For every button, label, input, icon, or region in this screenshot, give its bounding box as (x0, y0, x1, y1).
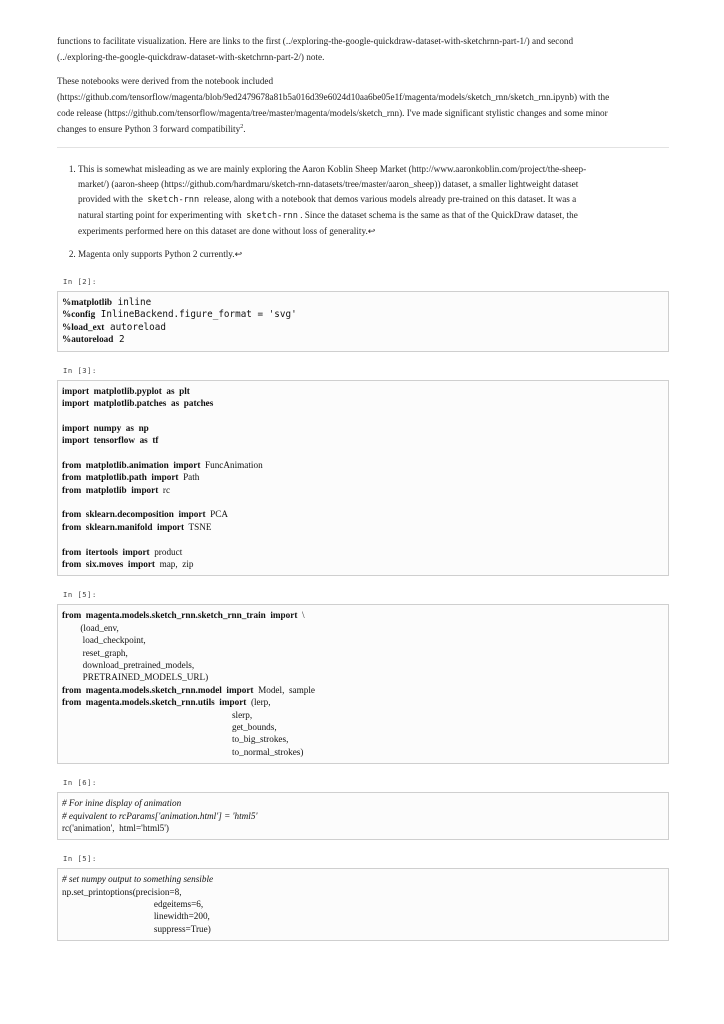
code-text: 2 (113, 334, 125, 346)
footnote-text: natural starting point for experimenting with (78, 210, 242, 220)
code-line: PRETRAINED_MODELS_URL) (62, 672, 209, 683)
code-keyword: from sklearn.manifold import (62, 521, 185, 532)
footnote-1 (78, 162, 669, 240)
intro-paragraph-2 (57, 73, 669, 137)
code-text: product (149, 546, 183, 557)
return-arrow-icon[interactable]: ↩ (367, 227, 376, 237)
cell-prompt: In [5]: (63, 590, 97, 600)
intro-line: changes to ensure Python 3 forward compatibility (57, 124, 241, 134)
code-text: \ (297, 610, 305, 621)
code-line: reset_graph, (62, 647, 128, 658)
code-keyword: from matplotlib import (62, 484, 159, 495)
intro-line: These notebooks were derived from the notebook included (57, 76, 274, 86)
magic-keyword: %autoreload (62, 334, 114, 345)
code-line: import matplotlib.pyplot as plt (62, 385, 190, 396)
footnote-text: experiments performed here on this dataset are done without loss of generality. (78, 226, 368, 236)
code-keyword: from magenta.models.sketch_rnn.sketch_rnn_train import (62, 610, 298, 621)
code-line: linewidth=200, (62, 911, 210, 922)
footnote-2 (78, 247, 669, 263)
code-line: slerp, (62, 709, 253, 720)
footnote-list (57, 162, 669, 263)
code-cell-magics[interactable] (57, 291, 669, 352)
code-comment: # set numpy output to something sensible (62, 874, 214, 885)
intro-line: (https://github.com/tensorflow/magenta/blob/9ed2479678a81b5a016d39e6024d10aa6be05e1f/magenta/models/sketch_rnn/sketch_rnn.ipynb) with the (57, 92, 610, 102)
code-cell-numpy-options[interactable] (57, 868, 669, 941)
code-cell-imports[interactable] (57, 380, 669, 577)
code-keyword: from matplotlib.animation import (62, 459, 201, 470)
footnote-ref-2[interactable]: 2 (240, 123, 244, 130)
footnote-text: This is somewhat misleading as we are mainly exploring the Aaron Koblin Sheep Market (http://www.aaronkoblin.com/project/the-sheep- (78, 164, 587, 174)
code-comment: # For inine display of animation (62, 798, 182, 809)
code-keyword: from itertools import (62, 546, 150, 557)
code-text: (lerp, (246, 697, 271, 708)
magic-keyword: %config (62, 309, 96, 320)
code-text: rc (158, 484, 171, 495)
code-line: to_big_strokes, (62, 734, 289, 745)
code-line: np.set_printoptions(precision=8, (62, 886, 182, 897)
footnote-text: Magenta only supports Python 2 currently. (78, 249, 235, 259)
footnote-text: release, along with a notebook that demos various models already pre-trained on this dataset. It was a (203, 194, 577, 204)
footnote-text: . Since the dataset schema is the same as that of the QuickDraw dataset, the (300, 210, 578, 220)
code-keyword: from sklearn.decomposition import (62, 509, 206, 520)
code-line: to_normal_strokes) (62, 746, 304, 757)
footnote-text: provided with the (78, 194, 143, 204)
footnote-divider (57, 147, 669, 148)
code-line: download_pretrained_models, (62, 659, 195, 670)
code-text: autoreload (104, 321, 166, 333)
cell-prompt: In [5]: (63, 854, 97, 864)
code-line: import tensorflow as tf (62, 435, 159, 446)
code-cell-animation[interactable] (57, 792, 669, 840)
code-line: load_checkpoint, (62, 635, 146, 646)
code-cell-magenta-imports[interactable] (57, 604, 669, 764)
code-keyword: from matplotlib.path import (62, 472, 179, 483)
notebook-page (57, 33, 669, 941)
code-line: (load_env, (62, 622, 119, 633)
code-text: FuncAnimation (200, 459, 263, 470)
code-text: inline (112, 297, 152, 308)
code-line: suppress=True) (62, 923, 211, 934)
cell-prompt: In [2]: (63, 277, 97, 286)
code-text: PCA (205, 509, 228, 520)
code-line: edgeitems=6, (62, 899, 204, 910)
code-line: import matplotlib.patches as patches (62, 397, 214, 408)
code-line: import numpy as np (62, 422, 149, 433)
code-text: Path (178, 472, 200, 483)
code-line: rc('animation', html='html5') (62, 822, 169, 833)
code-keyword: from six.moves import (62, 559, 155, 570)
code-keyword: from magenta.models.sketch_rnn.model import (62, 684, 254, 695)
code-line: get_bounds, (62, 721, 277, 732)
cell-prompt: In [6]: (63, 778, 97, 788)
intro-paragraph-1 (57, 33, 669, 65)
return-arrow-icon[interactable]: ↩ (234, 250, 243, 260)
code-text: map, zip (154, 559, 194, 570)
inline-code: sketch-rnn (246, 211, 298, 221)
code-comment: # equivalent to rcParams['animation.html'] = 'html5' (62, 810, 258, 821)
code-text: TSNE (184, 521, 212, 532)
magic-keyword: %matplotlib (62, 297, 113, 307)
code-text: InlineBackend.figure_format = 'svg' (95, 309, 297, 321)
intro-line: . (243, 124, 246, 134)
intro-line: (../exploring-the-google-quickdraw-dataset-with-sketchrnn-part-2/) note. (57, 52, 325, 62)
intro-line: functions to facilitate visualization. Here are links to the first (../exploring-the-google-quickdraw-dataset-with-sketchrnn-part-1/) and second (57, 36, 574, 46)
footnote-text: market/) (aaron-sheep (https://github.com/hardmaru/sketch-rnn-datasets/tree/master/aaron_sheep)) dataset, a smaller lightweight dataset (78, 179, 579, 189)
code-keyword: from magenta.models.sketch_rnn.utils import (62, 697, 247, 708)
intro-line: code release (https://github.com/tensorflow/magenta/tree/master/magenta/models/sketch_rnn). I've made significant stylistic changes and some minor (57, 108, 608, 118)
code-text: Model, sample (253, 684, 315, 695)
magic-keyword: %load_ext (62, 321, 105, 332)
cell-prompt: In [3]: (63, 365, 97, 375)
inline-code: sketch-rnn (147, 195, 200, 205)
